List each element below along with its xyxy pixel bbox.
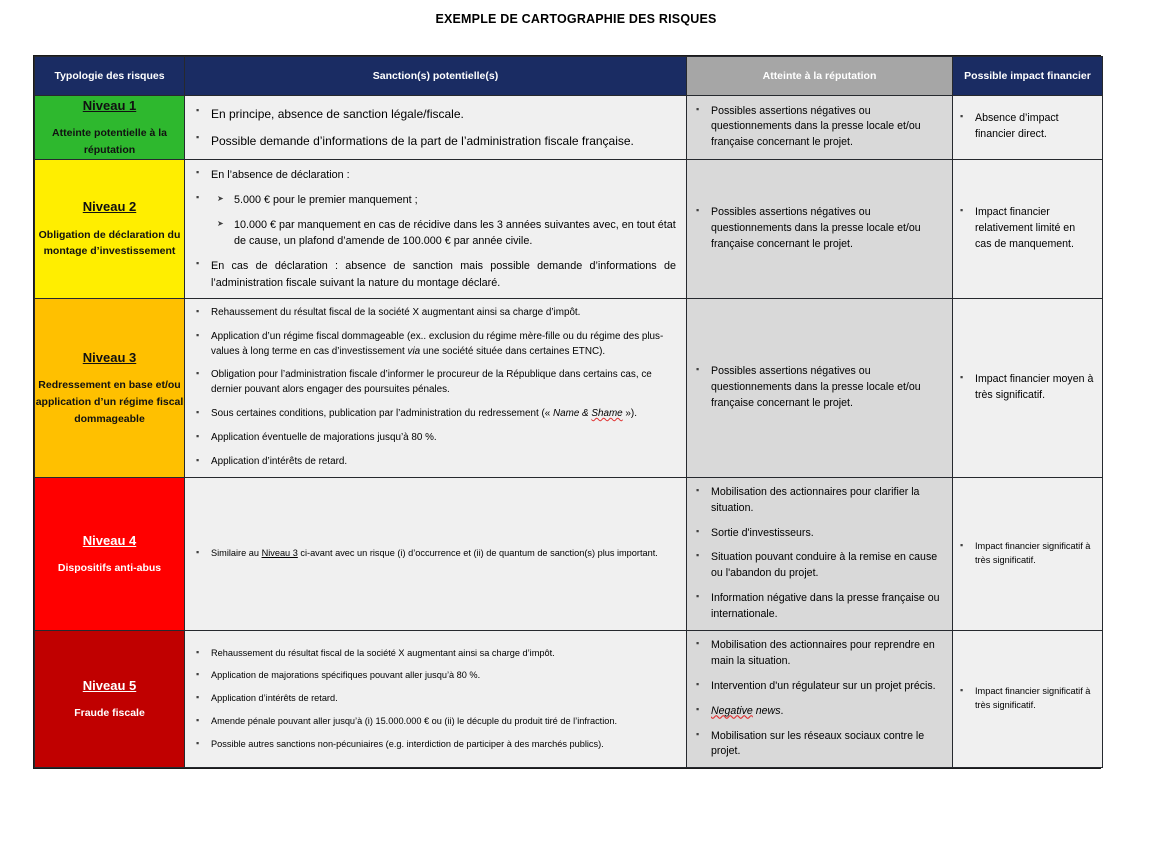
level-cell-niveau-2 bbox=[35, 159, 185, 298]
reputation-cell-niveau-2 bbox=[687, 159, 953, 298]
financial-list bbox=[953, 533, 1102, 575]
level-name: Niveau 2 bbox=[82, 199, 137, 215]
list-item: ▪ Intervention d'un régulateur sur un projet précis. bbox=[695, 679, 942, 695]
list-item: ▪ Application d’intérêts de retard. bbox=[195, 692, 676, 706]
financial-list bbox=[953, 678, 1102, 720]
sanctions-cell-niveau-5 bbox=[185, 630, 687, 767]
list-item: ▪ Rehaussement du résultat fiscal de la société X augmentant ainsi sa charge d’impôt. bbox=[195, 306, 676, 321]
list-item: ▪ Mobilisation des actionnaires pour clarifier la situation. bbox=[695, 485, 942, 517]
level-description: Dispositifs anti-abus bbox=[57, 562, 162, 575]
list-item: ▪ Possibles assertions négatives ou questionnements dans la presse locale et/ou française concernant le projet. bbox=[695, 205, 942, 253]
spellcheck-shame: Shame bbox=[591, 408, 623, 420]
header-row bbox=[35, 57, 1103, 96]
list-item: ▪ Negative news. bbox=[695, 704, 942, 720]
list-item: ▪ Situation pouvant conduire à la remise en cause ou l'abandon du projet. bbox=[695, 550, 942, 582]
sanctions-list bbox=[185, 160, 686, 298]
reputation-list bbox=[687, 478, 952, 630]
list-item: ▪ Impact financier significatif à très significatif. bbox=[959, 540, 1094, 568]
list-item: ▪ Mobilisation des actionnaires pour reprendre en main la situation. bbox=[695, 638, 942, 670]
financial-cell-niveau-4 bbox=[953, 477, 1103, 630]
level-name: Niveau 1 bbox=[82, 98, 137, 113]
reputation-list bbox=[687, 357, 952, 419]
list-item: ▪ En l’absence de déclaration : bbox=[195, 167, 676, 183]
level-description: Obligation de déclaration du montage d’investissement bbox=[38, 228, 181, 258]
list-item: ▪ Mobilisation sur les réseaux sociaux contre le projet. bbox=[695, 729, 942, 761]
sanctions-list bbox=[185, 299, 686, 477]
sub-list-container bbox=[195, 192, 676, 250]
table-body bbox=[35, 96, 1103, 768]
financial-cell-niveau-3 bbox=[953, 298, 1103, 477]
level-name: Niveau 5 bbox=[82, 678, 137, 694]
list-item: ▪ Sous certaines conditions, publication par l’administration du redressement (« Name & Shame »). bbox=[195, 407, 676, 422]
table-header bbox=[35, 57, 1103, 96]
sanctions-sublist bbox=[195, 192, 676, 250]
level-cell-niveau-3 bbox=[35, 298, 185, 477]
column-header-impact-financier: Possible impact financier bbox=[953, 57, 1103, 96]
reputation-cell-niveau-5 bbox=[687, 630, 953, 767]
list-item: ▪ Application d’intérêts de retard. bbox=[195, 455, 676, 470]
level-description: Fraude fiscale bbox=[74, 707, 145, 720]
list-item: ▪ Obligation pour l’administration fiscale d’informer le procureur de la République dans certains cas, ce dernier pouvant alors engager des poursuites pénales. bbox=[195, 368, 676, 398]
page-title: EXEMPLE DE CARTOGRAPHIE DES RISQUES bbox=[435, 12, 717, 26]
list-item: ➤ 10.000 € par manquement en cas de récidive dans les 3 années suivantes avec, en tout état de cause, un plafond d’amende de 100.000 € par année civile. bbox=[217, 217, 676, 249]
list-item: ▪ En principe, absence de sanction légale/fiscale. bbox=[195, 105, 676, 123]
list-item: ▪ Application éventuelle de majorations jusqu’à 80 %. bbox=[195, 431, 676, 446]
level-cell-niveau-4 bbox=[35, 477, 185, 630]
risk-mapping-table bbox=[33, 55, 1101, 769]
list-item: ▪ Amende pénale pouvant aller jusqu’à (i) 15.000.000 € ou (ii) le décuple du produit tiré de l’infraction. bbox=[195, 715, 676, 729]
emphasis-name: Name & bbox=[552, 408, 589, 420]
table-row bbox=[35, 96, 1103, 160]
list-item: ▪ En cas de déclaration : absence de sanction mais possible demande d’informations de l’administration fiscale suivant la nature du montage déclaré. bbox=[195, 258, 676, 290]
reputation-list bbox=[687, 97, 952, 159]
spellcheck-negative: Negative bbox=[711, 704, 753, 717]
financial-list bbox=[953, 104, 1102, 150]
list-item: ▪ Information négative dans la presse française ou internationale. bbox=[695, 591, 942, 623]
financial-cell-niveau-1 bbox=[953, 96, 1103, 160]
table-row bbox=[35, 630, 1103, 767]
level-description: Atteinte potentielle à la réputation bbox=[52, 127, 167, 156]
sanctions-cell-niveau-3 bbox=[185, 298, 687, 477]
list-item: ▪ Sortie d'investisseurs. bbox=[695, 526, 942, 542]
column-header-reputation: Atteinte à la réputation bbox=[687, 57, 953, 96]
column-header-sanctions: Sanction(s) potentielle(s) bbox=[185, 57, 687, 96]
list-item: ▪ Application d’un régime fiscal dommageable (ex.. exclusion du régime mère-fille ou du régime des plus-values à long terme en cas d’investissement via une société située dans certaines ETNC). bbox=[195, 330, 676, 360]
financial-list bbox=[953, 198, 1102, 260]
sanctions-cell-niveau-4 bbox=[185, 477, 687, 630]
reputation-cell-niveau-3 bbox=[687, 298, 953, 477]
list-item: ➤ ▪ 5.000 € pour le premier manquement ; bbox=[217, 192, 676, 208]
level-cell-niveau-5 bbox=[35, 630, 185, 767]
level-cell-niveau-1 bbox=[35, 96, 185, 160]
list-item: ▪ Absence d’impact financier direct. bbox=[959, 111, 1094, 143]
sanctions-cell-niveau-1 bbox=[185, 96, 687, 160]
financial-cell-niveau-5 bbox=[953, 630, 1103, 767]
list-item: ▪ Similaire au Niveau 3 ci-avant avec un risque (i) d’occurrence et (ii) de quantum de sanction(s) plus important. bbox=[195, 547, 676, 561]
list-item: ▪ Possibles assertions négatives ou questionnements dans la presse locale et/ou française concernant le projet. bbox=[695, 104, 942, 152]
table-row bbox=[35, 477, 1103, 630]
sanctions-list bbox=[185, 98, 686, 157]
reputation-cell-niveau-1 bbox=[687, 96, 953, 160]
reputation-cell-niveau-4 bbox=[687, 477, 953, 630]
list-item: ▪ Application de majorations spécifiques pouvant aller jusqu’à 80 %. bbox=[195, 669, 676, 683]
sanctions-list bbox=[185, 640, 686, 759]
financial-cell-niveau-2 bbox=[953, 159, 1103, 298]
list-item: ▪ Impact financier significatif à très significatif. bbox=[959, 685, 1094, 713]
reputation-list bbox=[687, 631, 952, 767]
emphasis-via: via bbox=[407, 345, 421, 357]
list-item: ▪ Impact financier relativement limité en cas de manquement. bbox=[959, 205, 1094, 253]
table-row bbox=[35, 159, 1103, 298]
financial-list bbox=[953, 365, 1102, 411]
reputation-list bbox=[687, 198, 952, 260]
list-item: ▪ Rehaussement du résultat fiscal de la société X augmentant ainsi sa charge d’impôt. bbox=[195, 647, 676, 661]
list-item: ▪ Impact financier moyen à très significatif. bbox=[959, 372, 1094, 404]
list-item: ▪ Possibles assertions négatives ou questionnements dans la presse locale et/ou française concernant le projet. bbox=[695, 364, 942, 412]
sanctions-list bbox=[185, 540, 686, 568]
emphasis-news: news bbox=[755, 704, 781, 717]
list-item: ▪ Possible autres sanctions non-pécuniaires (e.g. interdiction de participer à des marchés publics). bbox=[195, 738, 676, 752]
level-description: Redressement en base et/ou application d’un régime fiscal dommageable bbox=[35, 379, 184, 425]
sanctions-cell-niveau-2 bbox=[185, 159, 687, 298]
level-name: Niveau 3 bbox=[82, 350, 137, 366]
column-header-typologie: Typologie des risques bbox=[35, 57, 185, 96]
level-name: Niveau 4 bbox=[82, 532, 137, 548]
table-row bbox=[35, 298, 1103, 477]
reference-niveau-3: Niveau 3 bbox=[261, 547, 298, 558]
list-item: ▪ Possible demande d’informations de la part de l’administration fiscale française. bbox=[195, 132, 676, 150]
